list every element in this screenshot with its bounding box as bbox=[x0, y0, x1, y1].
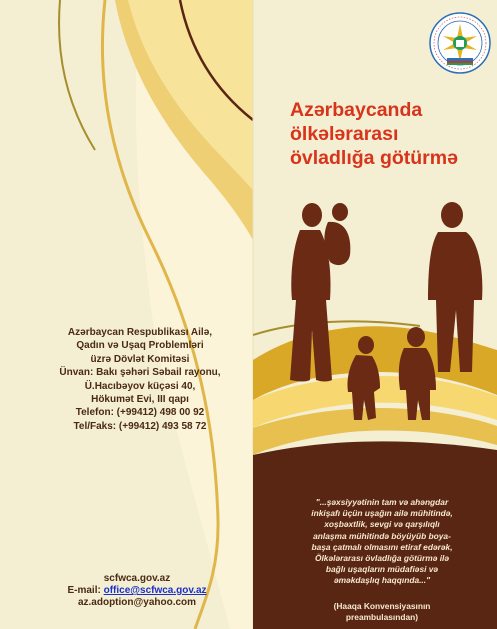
quote-line: "...şəxsiyyətinin tam və ahəngdar bbox=[315, 497, 449, 507]
quote-line: başa çatmalı olmasını etiraf edərək, bbox=[311, 541, 453, 552]
quote-source bbox=[300, 601, 464, 623]
org-line: Azərbaycan Respublikası Ailə, bbox=[67, 327, 213, 338]
title-line: ölkələrarası bbox=[290, 123, 399, 145]
org-line: Qadın və Uşaq Problemləri bbox=[76, 340, 204, 352]
quote-line: anlaşma mühitində böyüyüb boya- bbox=[313, 530, 451, 541]
org-line: üzrə Dövlət Komitəsi bbox=[90, 353, 190, 365]
title-line: Azərbaycanda bbox=[290, 99, 423, 121]
quote-line: bağlı uşaqların müdafiəsi və bbox=[325, 564, 439, 575]
convention-quote bbox=[284, 497, 480, 587]
email-link[interactable]: office@scfwca.gov.az bbox=[103, 585, 207, 596]
state-committee-emblem-icon bbox=[429, 12, 491, 74]
source-line: preambulasından) bbox=[345, 612, 419, 622]
email-secondary-link[interactable]: az.adoption@yahoo.com bbox=[77, 597, 197, 608]
brochure-title bbox=[290, 98, 490, 170]
email-line bbox=[42, 585, 232, 597]
quote-line: xoşbəxtlik, sevgi və qarşılıqlı bbox=[324, 519, 440, 530]
organization-address-block bbox=[40, 326, 240, 433]
quote-line: Ölkələrarası övladlığa götürmə ilə bbox=[314, 553, 450, 564]
address-line: Ü.Hacıbəyov küçəsi 40, bbox=[84, 380, 196, 392]
quote-line: əməkdaşlıq haqqında..." bbox=[333, 575, 431, 586]
address-line: Ünvan: Bakı şəhəri Səbail rayonu, bbox=[59, 367, 221, 379]
contact-block bbox=[42, 573, 232, 609]
website-link[interactable]: scfwca.gov.az bbox=[103, 573, 171, 584]
title-line: övladlığa götürmə bbox=[290, 147, 458, 169]
fax-line: Tel/Faks: (+99412) 493 58 72 bbox=[73, 420, 207, 432]
source-line: (Haaqa Konvensiyasının bbox=[333, 601, 431, 611]
phone-line: Telefon: (+99412) 498 00 92 bbox=[75, 407, 205, 419]
email-label: E-mail: bbox=[67, 585, 101, 596]
address-line: Hökumət Evi, III qapı bbox=[91, 394, 189, 406]
quote-line: inkişafı üçün uşağın ailə mühitində, bbox=[311, 508, 453, 519]
